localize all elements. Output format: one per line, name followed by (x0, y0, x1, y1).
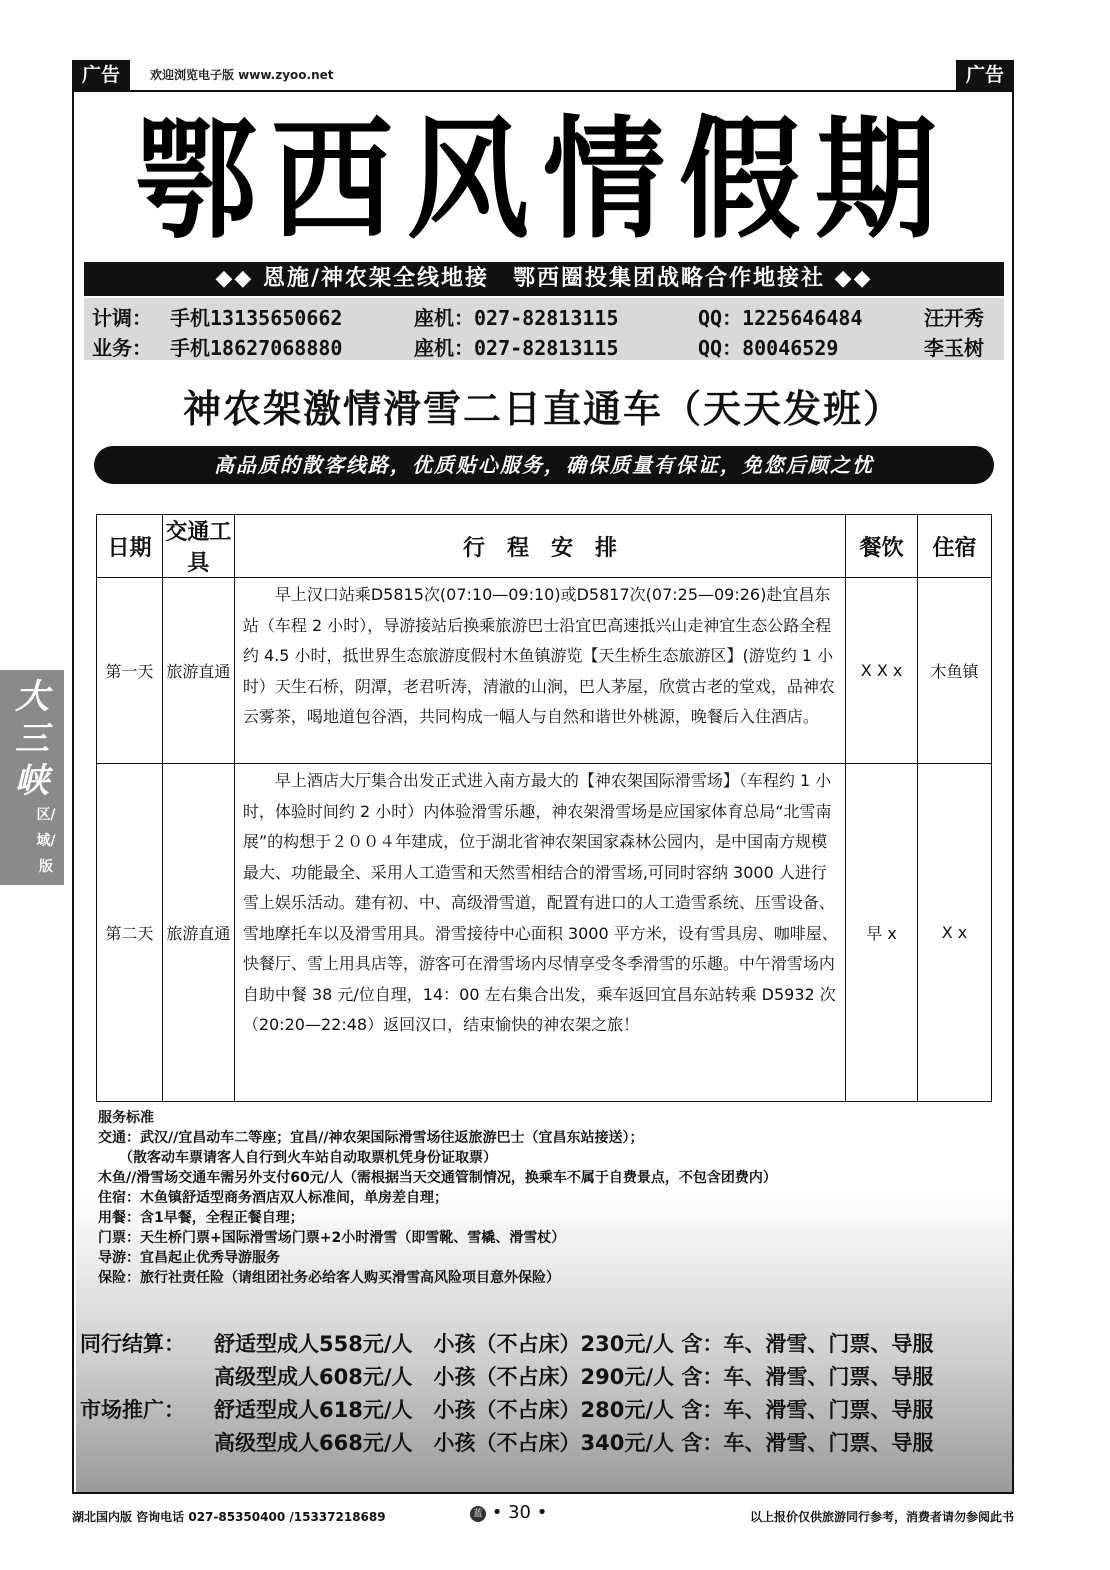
publisher-logo-icon: 蓝 (470, 1506, 486, 1522)
footer-left: 湖北国内版 咨询电话 027-85350400 /15337218689 (72, 1510, 386, 1524)
page-number (470, 1502, 547, 1523)
side-tab-subtitle: 区/域/版 (36, 807, 56, 875)
contact-row (92, 300, 996, 330)
price-line (80, 1427, 1000, 1460)
table-row (97, 764, 992, 1102)
cell-date: 第二天 (97, 764, 163, 1102)
price-text: 高级型成人608元/人 小孩（不占床）290元/人 含：车、滑雪、门票、导服 (214, 1365, 934, 1389)
col-header-transport: 交通工具 (162, 515, 234, 578)
partner-banner: ◆◆ 恩施/神农架全线地接 鄂西圈投集团战略合作地接社 ◆◆ (84, 262, 1004, 296)
service-standards (98, 1108, 998, 1288)
service-heading: 服务标准 (98, 1110, 154, 1126)
ad-tag-left: 广告 (72, 60, 130, 90)
service-line: 木鱼//滑雪场交通车需另外支付60元/人（需根据当天交通管制情况，换乘车不属于自费景点，不包含团费内） (98, 1170, 777, 1186)
side-tab (0, 670, 64, 885)
schedule-text: 早上汉口站乘D5815次(07:10—09:10)或D5817次(07:25—09:26)赴宜昌东站（车程 2 小时），导游接站后换乘旅游巴士沿宜巴高速抵兴山走神宜生态公路全程约 4.5 小时，抵世界生态旅游度假村木鱼镇游览【天生桥生态旅游区】(游览约 1 小时）天生石桥，阴潭，老君听涛，清澈的山涧，巴人茅屋，欣赏古老的堂戏，品神农云雾茶，喝地道包谷酒，共同构成一幅人与自然和谐世外桃源，晚餐后入住酒店。 (242, 585, 835, 726)
col-header-date: 日期 (97, 515, 163, 578)
contact-name: 李玉树 (924, 336, 984, 360)
price-line (80, 1361, 1000, 1394)
cell-lodging: X x (918, 764, 992, 1102)
service-line: 交通：武汉//宜昌动车二等座；宜昌//神农架国际滑雪场往返旅游巴士（宜昌东站接送）； (98, 1130, 644, 1146)
route-title: 神农架激情滑雪二日直通车（天天发班） (182, 386, 903, 431)
price-label: 同行结算： (80, 1332, 185, 1356)
top-bar (72, 60, 1014, 90)
price-text: 舒适型成人618元/人 小孩（不占床）280元/人 含：车、滑雪、门票、导服 (214, 1398, 934, 1422)
page-number-text: • 30 • (491, 1502, 548, 1523)
service-line: 住宿：木鱼镇舒适型商务酒店双人标准间，单房差自理； (98, 1190, 448, 1206)
cell-meals: 早 x (846, 764, 918, 1102)
price-text: 高级型成人668元/人 小孩（不占床）340元/人 含：车、滑雪、门票、导服 (214, 1431, 934, 1455)
contact-role: 计调： (92, 306, 152, 330)
cell-lodging: 木鱼镇 (918, 578, 992, 764)
cell-transport: 旅游直通 (162, 578, 234, 764)
main-title: 鄂西风情假期 (135, 103, 951, 257)
col-header-schedule: 行 程 安 排 (234, 515, 845, 578)
col-header-lodging: 住宿 (918, 515, 992, 578)
contact-name: 汪开秀 (924, 306, 984, 330)
cell-transport: 旅游直通 (162, 764, 234, 1102)
price-text: 舒适型成人558元/人 小孩（不占床）230元/人 含：车、滑雪、门票、导服 (214, 1332, 934, 1356)
footer-right: 以上报价仅供旅游同行参考，消费者请勿参阅此书 (749, 1510, 1014, 1524)
price-list (80, 1328, 1000, 1460)
col-header-meals: 餐饮 (846, 515, 918, 578)
contact-box (84, 298, 1004, 360)
contact-landline: 座机：027-82813115 (414, 306, 619, 330)
table-header-row (97, 515, 992, 578)
slogan-banner: 高品质的散客线路，优质贴心服务，确保质量有保证，免您后顾之忧 (94, 446, 994, 484)
ad-frame (72, 90, 1014, 1494)
side-tab-title: 大三峡 (15, 677, 49, 801)
contact-landline: 座机：027-82813115 (414, 336, 619, 360)
contact-role: 业务： (92, 336, 152, 360)
cell-date: 第一天 (97, 578, 163, 764)
schedule-text: 早上酒店大厅集合出发正式进入南方最大的【神农架国际滑雪场】（车程约 1 小时，体验时间约 2 小时）内体验滑雪乐趣，神农架滑雪场是应国家体育总局“北雪南展”的构想于２００４年建成，位于湖北省神农架国家森林公园内，是中国南方规模最大、功能最全、采用人工造雪和天然雪相结合的滑雪场,可同时容纳 3000 人进行雪上娱乐活动。建有初、中、高级滑雪道，配置有进口的人工造雪系统、压雪设备、雪地摩托车以及滑雪用具。滑雪接待中心面积 3000 平方米，设有雪具房、咖啡屋、快餐厅、雪上用具店等，游客可在滑雪场内尽情享受冬季滑雪的乐趣。中午滑雪场内自助中餐 38 元/位自理，14：00 左右集合出发，乘车返回宜昌东站转乘 D5932 次 （20:20—22:48）返回汉口，结束愉快的神农架之旅！ (242, 771, 838, 1034)
service-line: 门票：天生桥门票+国际滑雪场门票+2小时滑雪（即雪靴、雪橇、滑雪杖） (98, 1230, 566, 1246)
service-line: 用餐：含1早餐，全程正餐自理； (98, 1210, 304, 1226)
cell-meals: X X x (846, 578, 918, 764)
cell-schedule (234, 578, 845, 764)
service-line: 保险：旅行社责任险（请组团社务必给客人购买滑雪高风险项目意外保险） (98, 1270, 560, 1286)
service-line: （散客动车票请客人自行到火车站自动取票机凭身份证取票） (98, 1150, 497, 1166)
cell-schedule (234, 764, 845, 1102)
price-line (80, 1394, 1000, 1427)
itinerary-table (96, 514, 992, 1102)
contact-mobile: 手机18627068880 (170, 336, 343, 360)
page-footer (72, 1500, 1014, 1530)
service-line: 导游：宜昌起止优秀导游服务 (98, 1250, 280, 1266)
price-label: 市场推广： (80, 1398, 185, 1422)
price-line (80, 1328, 1000, 1361)
ad-tag-right: 广告 (956, 60, 1014, 90)
contact-row (92, 330, 996, 360)
contact-qq: QQ：80046529 (698, 336, 839, 360)
table-row (97, 578, 992, 764)
welcome-text[interactable]: 欢迎浏览电子版 www.zyoo.net (150, 68, 334, 82)
contact-mobile: 手机13135650662 (170, 306, 343, 330)
contact-qq: QQ：1225646484 (698, 306, 863, 330)
